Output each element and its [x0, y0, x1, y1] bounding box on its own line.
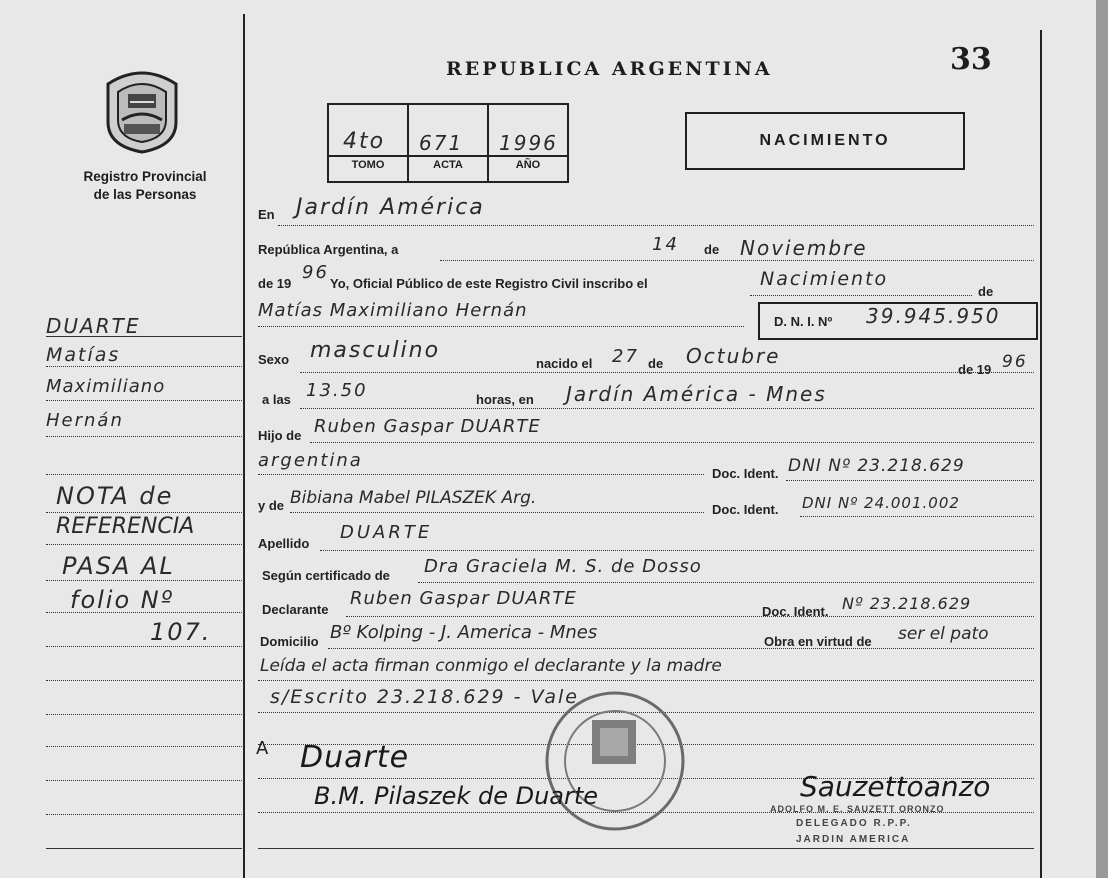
field-dni: 39.945.950 [866, 304, 1001, 328]
line [258, 474, 704, 475]
line [328, 648, 1034, 649]
margin-line [46, 366, 242, 367]
provincial-seal [100, 62, 184, 154]
field-declarant: Ruben Gaspar DUARTE [350, 588, 577, 609]
ano-value: 1996 [499, 131, 558, 155]
tomo-value: 4to [343, 129, 386, 154]
label-obra: Obra en virtud de [764, 634, 872, 649]
registry-name-line1: Registro Provincial [83, 169, 207, 184]
margin-line [46, 544, 242, 545]
page-number: 33 [950, 42, 992, 77]
margin-line [46, 512, 242, 513]
acta-cell [409, 105, 489, 181]
margin-line [46, 436, 242, 437]
line [800, 516, 1034, 517]
page-edge-shadow [1096, 0, 1108, 878]
line [320, 550, 1034, 551]
margin-note3: PASA AL [62, 552, 175, 580]
registry-name [70, 168, 220, 204]
margin-note2: REFERENCIA [56, 514, 195, 539]
field-address: Bº Kolping - J. America - Mnes [330, 622, 598, 643]
line [786, 480, 1034, 481]
acta-label: ACTA [433, 159, 463, 171]
signature-mother: B.M. Pilaszek de Duarte [314, 782, 599, 810]
line [300, 372, 1034, 373]
margin-note4: folio Nº [70, 586, 175, 614]
margin-line [46, 848, 242, 849]
stamp-title: DELEGADO R.P.P. [796, 818, 912, 829]
field-full-name: Matías Maximiliano Hernán [258, 300, 528, 321]
margin-line [46, 336, 242, 337]
line [258, 848, 1034, 849]
margin-line [46, 580, 242, 581]
field-month: Noviembre [740, 236, 868, 260]
field-father-nat: argentina [258, 450, 363, 471]
field-mother: Bibiana Mabel PILASZEK Arg. [290, 488, 537, 508]
label-hijo: Hijo de [258, 428, 302, 443]
field-father-doc: DNI Nº 23.218.629 [788, 456, 965, 476]
label-apellido: Apellido [258, 536, 310, 551]
label-nacido: nacido el [536, 356, 593, 371]
field-place: Jardín América [296, 195, 485, 220]
margin-line [46, 646, 242, 647]
label-oficial: Yo, Oficial Público de este Registro Civil inscribo el [330, 276, 648, 291]
margin-line [46, 714, 242, 715]
signature-official: Sauzettoanzo [800, 770, 991, 803]
tomo-cell [329, 105, 409, 181]
field-mother-doc: DNI Nº 24.001.002 [802, 494, 960, 512]
sig-mark: A [256, 738, 269, 759]
margin-line [46, 814, 242, 815]
stamp-name: ADOLFO M. E. SAUZETT ORONZO [770, 804, 945, 814]
label-de3: de [648, 356, 664, 371]
line [258, 680, 1034, 681]
margin-note1: NOTA de [56, 482, 174, 510]
label-doc1: Doc. Ident. [712, 466, 779, 481]
field-declarant-doc: Nº 23.218.629 [842, 594, 972, 613]
line [750, 295, 972, 296]
label-de2: de [978, 284, 994, 299]
label-doc2: Doc. Ident. [712, 502, 779, 517]
registry-name-line2: de las Personas [93, 187, 197, 202]
label-republica: República Argentina, a [258, 242, 399, 257]
field-surname: DUARTE [340, 522, 433, 543]
line [346, 616, 1034, 617]
signature-declarant: Duarte [300, 740, 410, 775]
margin-line [46, 746, 242, 747]
field-cert: Dra Graciela M. S. de Dosso [424, 556, 702, 577]
field-sex: masculino [310, 338, 441, 363]
margin-divider [243, 14, 245, 878]
margin-line [46, 474, 242, 475]
official-stamp-seal [540, 686, 690, 836]
doc-type-label: NACIMIENTO [759, 132, 891, 149]
field-birth-day: 27 [612, 346, 639, 367]
margin-name1: Matías [46, 344, 121, 366]
label-dni: D. N. I. Nº [774, 314, 833, 329]
margin-line [46, 612, 242, 613]
label-yde: y de [258, 498, 285, 513]
line [258, 326, 744, 327]
field-day: 14 [652, 234, 679, 255]
margin-name2: Maximiliano [46, 376, 166, 397]
label-de19: de 19 [258, 276, 292, 291]
label-de: de [704, 242, 720, 257]
margin-line [46, 400, 242, 401]
ano-cell [489, 105, 567, 181]
right-border [1040, 30, 1042, 878]
label-segun: Según certificado de [262, 568, 390, 583]
label-domicilio: Domicilio [260, 634, 319, 649]
margin-surname: DUARTE [46, 314, 141, 338]
record-table [327, 103, 569, 183]
label-alas: a las [262, 392, 291, 407]
label-horas: horas, en [476, 392, 534, 407]
acta-value: 671 [419, 131, 464, 155]
field-year: 96 [302, 262, 329, 283]
field-father: Ruben Gaspar DUARTE [314, 416, 541, 437]
line [290, 512, 704, 513]
field-virtue: ser el pato [898, 624, 989, 644]
field-birth-place: Jardín América - Mnes [566, 382, 827, 406]
line [440, 260, 1034, 261]
ano-label: AÑO [515, 159, 541, 171]
field-birth-year: 96 [1002, 352, 1028, 372]
label-en: En [258, 207, 275, 222]
label-de19b: de 19 [958, 362, 992, 377]
label-doc3: Doc. Ident. [762, 604, 829, 619]
line [310, 442, 1034, 443]
line [418, 582, 1034, 583]
country-title: REPUBLICA ARGENTINA [446, 58, 773, 80]
field-reading: Leída el acta firman conmigo el declarante y la madre [260, 656, 722, 676]
field-act-type: Nacimiento [760, 268, 889, 290]
field-hour: 13.50 [306, 380, 368, 401]
line [278, 225, 1034, 226]
stamp-place: JARDIN AMERICA [796, 834, 911, 845]
margin-name3: Hernán [46, 410, 124, 431]
margin-line [46, 680, 242, 681]
field-birth-month: Octubre [686, 344, 781, 368]
field-written: s/Escrito 23.218.629 - Vale [270, 686, 579, 708]
tomo-label: TOMO [351, 159, 385, 171]
label-declarante: Declarante [262, 602, 329, 617]
margin-line [46, 780, 242, 781]
label-sexo: Sexo [258, 352, 290, 367]
margin-note5: 107. [150, 618, 212, 646]
line [300, 408, 1034, 409]
doc-type-box [685, 112, 965, 170]
